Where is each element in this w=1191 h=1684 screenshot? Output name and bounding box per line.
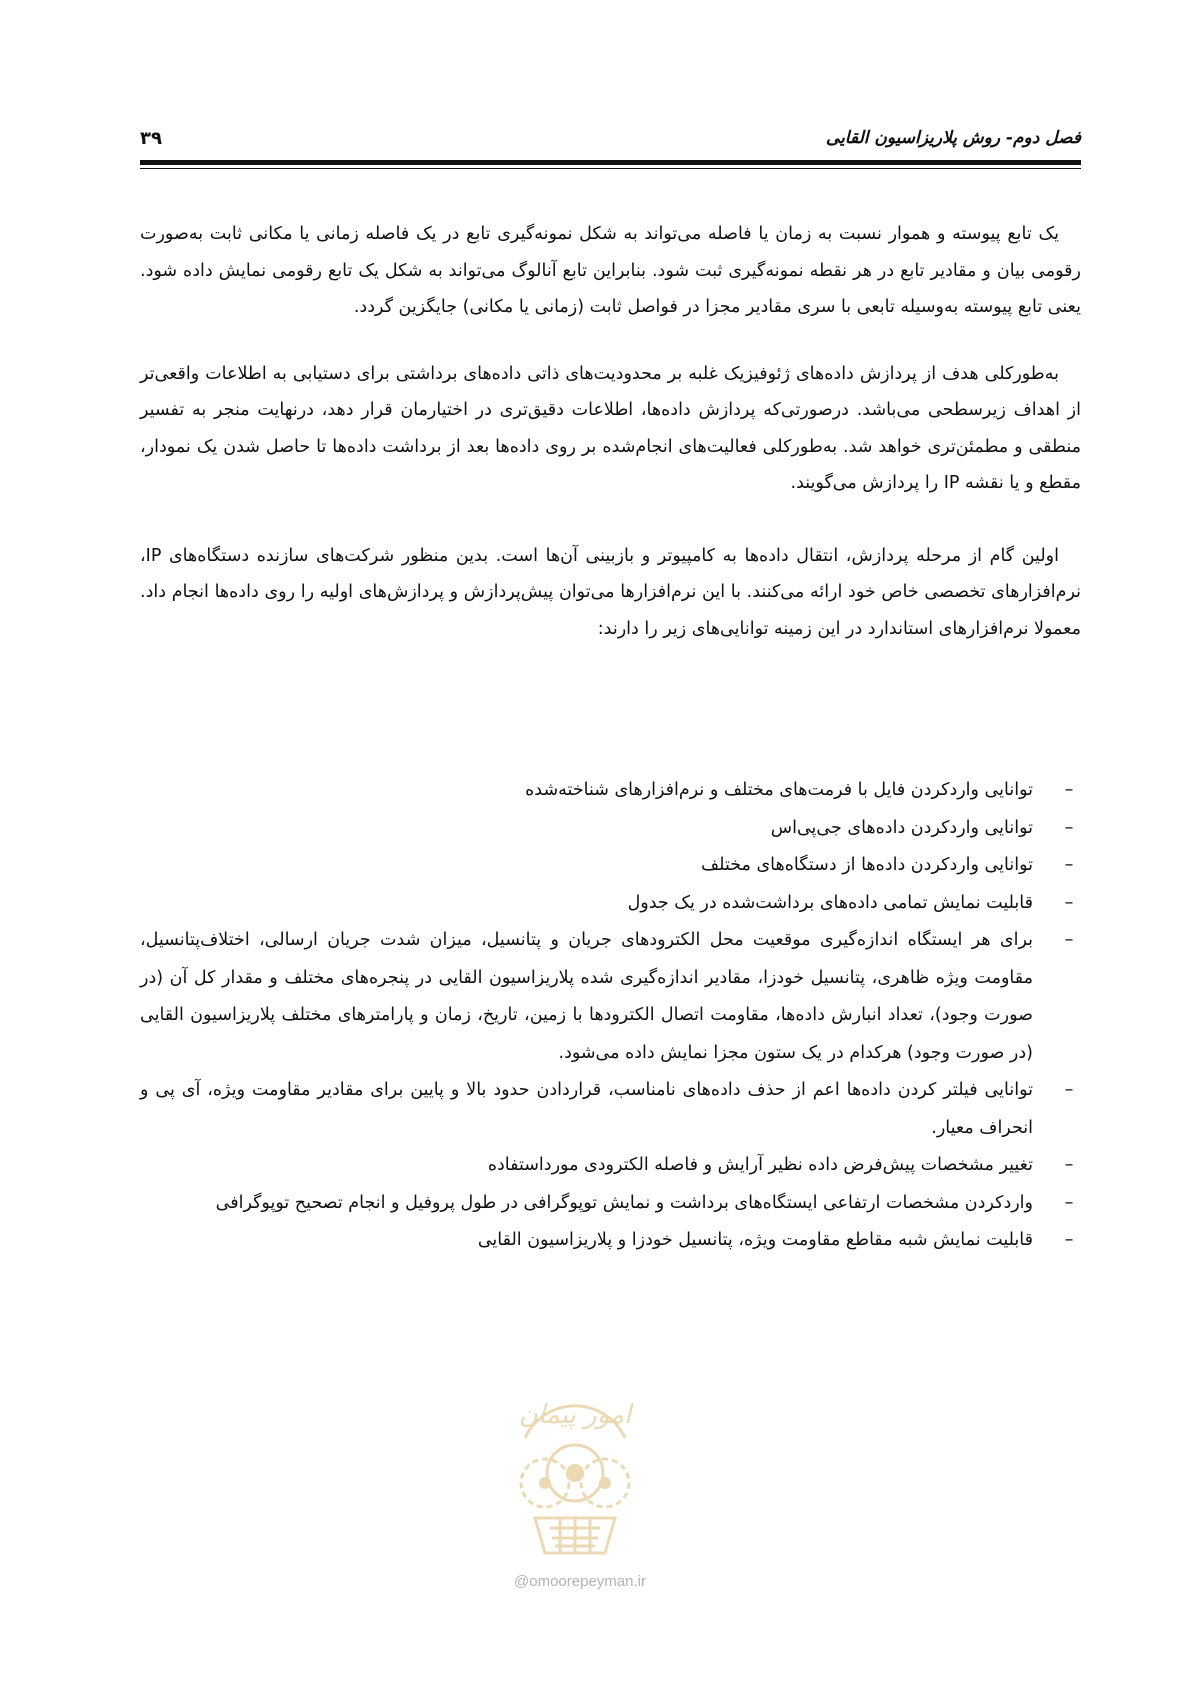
list-bullet: – — [1064, 1080, 1074, 1100]
page-header — [140, 128, 1081, 154]
list-item-text: برای هر ایستگاه اندازه‌گیری موقعیت محل الکترودهای جریان و پتانسیل، میزان شدت جریان ارسالی، اختلاف‌پتانسیل، مقاومت ویژه ظاهری، پتانسیل خودزا، مقادیر اندازه‌گیری شده پلاریزاسیون القایی در پنجره‌های مختلف و مقدار کل آن (در صورت وجود)، تعداد انبارش داده‌ها، مقاومت اتصال الکترودها با زمین، تاریخ، زمان و پارامترهای مختلف پلاریزاسیون القایی (در صورت وجود) هرکدام در یک ستون مجزا نمایش داده می‌شود. — [140, 930, 1033, 1063]
list-item-text: توانایی واردکردن فایل با فرمت‌های مختلف و نرم‌افزارهای شناخته‌شده — [525, 780, 1033, 800]
list-bullet: – — [1064, 817, 1074, 838]
list-bullet: – — [1064, 1155, 1074, 1175]
list-item-text: تغییر مشخصات پیش‌فرض داده نظیر آرایش و فاصله الکترودی مورداستفاده — [487, 1155, 1033, 1175]
list-item — [140, 1072, 1081, 1147]
list-item-text: قابلیت نمایش تمامی داده‌های برداشت‌شده در یک جدول — [627, 892, 1033, 913]
list-item — [140, 885, 1081, 923]
watermark-logo — [490, 1378, 660, 1568]
header-rule-thick — [140, 160, 1081, 165]
list-item — [140, 1222, 1081, 1260]
list-item-text: واردکردن مشخصات ارتفاعی ایستگاه‌های برداشت و نمایش توپوگرافی در طول پروفیل و انجام تصحیح توپوگرافی — [215, 1192, 1033, 1213]
list-item — [140, 847, 1081, 885]
list-item — [140, 922, 1081, 1072]
body-text — [140, 216, 1081, 677]
list-item — [140, 1147, 1081, 1185]
chapter-title: فصل دوم- روش پلاریزاسیون القایی — [825, 128, 1081, 148]
watermark-url: @omoorepeyman.ir — [514, 1573, 646, 1590]
list-bullet: – — [1064, 892, 1074, 913]
paragraph: یک تابع پیوسته و هموار نسبت به زمان یا فاصله می‌تواند به شکل نمونه‌گیری تابع در یک فاصله زمانی یا مکانی ثابت به‌صورت رقومی بیان و مقادیر تابع در هر نقطه نمونه‌گیری ثبت شود. بنابراین تابع آنالوگ می‌تواند به شکل یک تابع رقومی نمایش داده شود. یعنی تابع پیوسته به‌وسیله تابعی با سری مقادیر مجزا در فواصل ثابت (زمانی یا مکانی) جایگزین گردد. — [140, 224, 1081, 317]
list-item-text: توانایی واردکردن داده‌های جی‌پی‌اس — [770, 817, 1033, 838]
list-item-text: توانایی واردکردن داده‌ها از دستگاه‌های مختلف — [701, 855, 1033, 875]
list-item — [140, 810, 1081, 848]
page-number: ۳۹ — [140, 128, 162, 149]
list-bullet: – — [1064, 930, 1074, 950]
list-item-text: توانایی فیلتر کردن داده‌ها اعم از حذف داده‌های نامناسب، قراردادن حدود بالا و پایین برای مقادیر مقاومت ویژه، آی پی و انحراف معیار. — [140, 1080, 1033, 1138]
list-bullet: – — [1064, 855, 1074, 875]
capabilities-list — [140, 772, 1081, 1260]
list-bullet: – — [1064, 780, 1074, 800]
list-item — [140, 772, 1081, 810]
list-item-text: قابلیت نمایش شبه مقاطع مقاومت ویژه، پتانسیل خودزا و پلاریزاسیون القایی — [477, 1230, 1033, 1250]
list-bullet: – — [1064, 1230, 1074, 1250]
watermark-logo-text: امور پیمان — [518, 1400, 632, 1430]
list-bullet: – — [1064, 1192, 1074, 1213]
list-item — [140, 1185, 1081, 1223]
paragraph: به‌طورکلی هدف از پردازش داده‌های ژئوفیزیک غلبه بر محدودیت‌های ذاتی داده‌های برداشتی برای دستیابی به اطلاعات واقعی‌تر از اهداف زیرسطحی می‌باشد. درصورتی‌که پردازش داده‌ها، اطلاعات دقیق‌تری در اختیارمان قرار دهد، درنهایت منجر به تفسیر منطقی و مطمئن‌تری خواهد شد. به‌طورکلی فعالیت‌های انجام‌شده بر روی داده‌ها بعد از برداشت داده‌ها تا حاصل شدن یک نمودار، مقطع و یا نقشه IP را پردازش می‌گویند. — [140, 363, 1081, 493]
header-rule-thin — [140, 168, 1081, 169]
paragraph: اولین گام از مرحله پردازش، انتقال داده‌ها به کامپیوتر و بازبینی آن‌ها است. بدین منظور شرکت‌های سازنده دستگاه‌های IP، نرم‌افزارهای تخصصی خاص خود ارائه می‌کنند. با این نرم‌افزارها می‌توان پیش‌پردازش و پردازش‌های اولیه را روی داده‌ها انجام داد. معمولا نرم‌افزارهای استاندارد در این زمینه توانایی‌های زیر را دارند: — [140, 545, 1081, 639]
